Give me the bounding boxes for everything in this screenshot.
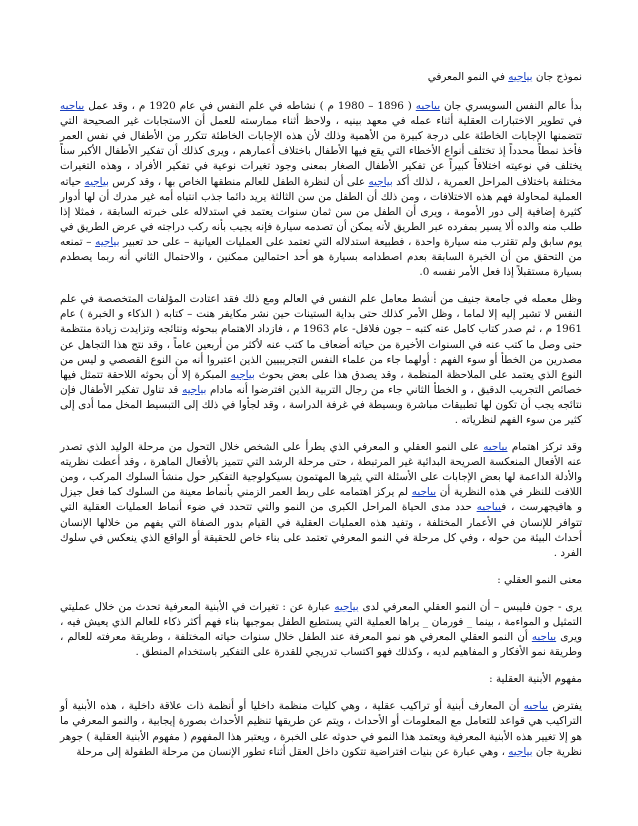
piaget-link[interactable]: بياجيه [84, 175, 109, 188]
piaget-link[interactable]: بياجيه [95, 235, 120, 248]
paragraph-1: بدأ عالم النفس السويسري جان بياجيه ( 1896 – 1980 م ) نشاطه في علم النفس في عام 1920 م ، وقد عمل بياجيه في تطوير الاختبارات العقلية أثناء عمله في معهد بينيه ، ولاحظ أثناء ممارسته للعمل أن الاستجابات غير الصحيحة التي تتضمنها الإجابات الخاطئة على درجة كبيرة من الأهمية وذلك لأن هذه الإجابات الخاطئة تتكرر من الأطفال في نفس العمر فأخذ نمطاً محدداً إذ تختلف أنواع الأخطاء التي يقع فيها الأطفال باختلاف أعمارهم ، ويرى كذلك أن تفكير الأطفال الأكبر سناً يختلف في نوعيته اختلافاً كبيراً عن تفكير الأطفال الصغار بمعنى وجود تغيرات نوعية في تفكير الأفراد ، وهذه التغيرات مختلفة باختلاف المراحل العمرية ، لذلك أكد بياجيه على أن لنظرة الطفل للعالم منطقها الخاص بها ، وقد كرس بياجيه حياته العملية لمحاولة فهم هذه الاختلافات ، ومن ذلك أن الطفل من سن الثالثة يريد دائما جذب انتباه أمه غير مدرك أن لها أدوار كثيرة إضافية إلى دور الأمومة ، ويرى أن الطفل من سن ثمان سنوات يعتمد في استدلاله على خبرته السابقة ، فمثلا إذا طلب منه والده ألا يسير بمفرده عبر الطريق لأنه يمكن أن تصدمه سيارة فإنه يجيب بأنه ركب دراجته في عرض الطريق في يوم سابق ولم تقترب منه سيارة واحدة ، فطبيعة استدلاله التي تعتمد على العمليات العيانية – على حد تعبير بياجيه – تمنعه من التحقق من أن الخبرة السابقة بعدم اصطدامه بسيارة هو أحد احتمالين ممكنين ، والاحتمال الثاني أنه ربما يصطدم بسيارة مستقبلاً إذا فعل الأمر نفسه 0. [60, 100, 583, 279]
section-heading-mental-growth: معنى النمو العقلي : [497, 573, 582, 586]
paragraph-2: وظل معمله في جامعة جنيف من أنشط معامل علم النفس في العالم ومع ذلك فقد اعتادت المؤلفات المتخصصة في علم النفس لا تشير إليه إلا لماما ، وظل الأمر كذلك حتى بداية الستينات حين نشر مكايفر هنت – كتابه ( الذكاء و الخبرة ) عام 1961 م ، ثم صدر كتاب كامل عنه كتبه – جون فلافل- عام 1963 م ، فازداد الاهتمام ببحوثه ونتائجه وتزايدت زيادة منتظمة حتى وصل ما كتب عنه في السنوات الأخيرة من حياته أضعاف ما كتب عنه لأكثر من أربعين عاماً ، وقد نتج هذا التجاهل عن مصدرين من الخطأ أو سوء الفهم : أولهما جاء من علماء النفس التجريبيين الذين اعتبروا أنه من النوع القصصي و ليس من النوع الذي يعتمد على الملاحظة المنظمة ، وقد يصدق هذا على بعض بحوث بياجيه المبكرة إلا أن بحوثه اللاحقة تتمثل فيها خصائص التجريب الدقيق ، و الخطأ الثاني جاء من رجال التربية الذين افترضوا أنه مادام بياجيه قد تناول تفكير الأطفال فإن نتائجه يجب أن تكون لها تطبيقات مباشرة وبسيطة في غرفة الدراسة ، وقد لجأوا في ذلك إلى التبسيط المخل مما أدى إلى كثير من سوء الفهم لنظرياته . [60, 293, 583, 426]
piaget-link[interactable]: بياجيه [415, 100, 441, 113]
piaget-link[interactable]: بياجيه [508, 745, 533, 758]
paragraph-5: يفترض بياجيه أن المعارف أبنية أو تراكيب عقلية ، وهي كليات منظمة داخليا أو أنظمة ذات علاقة داخلية ، هذه الأبنية أو التراكيب هي قواعد للتعامل مع المعلومات أو الأحداث ، ويتم عن طريقها تنظيم الأحداث بصورة إيجابية ، والنمو المعرفي ما هو إلا تغيير هذه الأبنية المعرفية ويعتمد هذا النمو في حدوثه على الخبرة ، ويعتبر هذا المفهوم ( مفهوم الأبنية العقلية ) جوهر نظرية جان بياجيه ، وهي عبارة عن بنيات افتراضية تتكون داخل العقل أثناء تطور الإنسان من مرحلة الطفولة إلى مرحلة [60, 700, 582, 758]
piaget-link[interactable]: بياجيه [182, 383, 207, 396]
document-title: نموذج جان بياجيه في النمو المعرفي [427, 71, 582, 83]
piaget-link[interactable]: بياجيه [368, 175, 393, 188]
paragraph-3: وقد تركز اهتمام بياجيه على النمو العقلي و المعرفي الذي يطرأ على الشخص خلال التحول من مرحلة الوليد الذي تصدر عنه الأفعال المنعكسة الصريحة البدائية غير المرتبطة ، حتى مرحلة الرشد التي تتميز بالأفعال الماهرة ، وقد أعطت نظريته والأدلة الداعمة لها بعض الإجابات على الأسئلة التي يثيرها المهتمون بسيكولوجية التفكير حول منشأ السلوك المركب ، ومن اللافت للنظر في هذه النظرية أن بياجيه لم يركز اهتمامه على ربط العمر الزمني بأنماط معينة من السلوك كما فعل جيزل و هافيجهرست ، فبياجيه حدد مدى الحياة المراحل الكبرى من النمو والتي تتحدد في ضوء أنماط العمليات العقلية التي تتوافر للإنسان في الأعمار المختلفة ، وتفيد هذه العمليات العقلية في القيام بدور الصفاة التي يفهم من خلالها الإنسان أحداث البيئة من حوله ، وفي كل مرحلة في النمو المعرفي تعتمد على بناء خاص للحقيقة أو الواقع الذي ينعكس في سلوك الفرد . [60, 441, 582, 559]
piaget-link[interactable]: بياجيه [411, 486, 437, 499]
piaget-link[interactable]: بياجيه [476, 501, 502, 514]
piaget-link[interactable]: بياجيه [483, 441, 508, 454]
piaget-link[interactable]: بياجيه [60, 100, 85, 113]
piaget-link[interactable]: بياجيه [334, 600, 359, 613]
piaget-link[interactable]: بياجيه [230, 368, 255, 381]
piaget-link[interactable]: بياجيه [508, 71, 533, 83]
section-heading-mental-structures: مفهوم الأبنية العقلية : [489, 673, 582, 686]
piaget-link[interactable]: بياجيه [523, 700, 549, 713]
piaget-link[interactable]: بياجيه [531, 631, 557, 644]
paragraph-4: يرى - جون فليبس – أن النمو العقلي المعرفي لدى بياجيه عبارة عن : تغيرات في الأبنية المعرفية تحدث من خلال عمليتي التمثيل و المواءمة ، بينما _ فورمان _ يراها العملية التي يستطيع الطفل بموجبها بناء فهم أكثر ذكاء للعالم الذي يعيش فيه ، ويرى بياجيه أن النمو العقلي المعرفي هو نمو المعرفة عند الطفل خلال سنوات حياته المختلفة ، وطريقة معرفته للعالم ، وطريقة نمو الأفكار و المفاهيم لديه ، وكذلك فهو اكتساب تدريجي للقدرة على التفكير باستخدام المنطق . [60, 600, 582, 659]
